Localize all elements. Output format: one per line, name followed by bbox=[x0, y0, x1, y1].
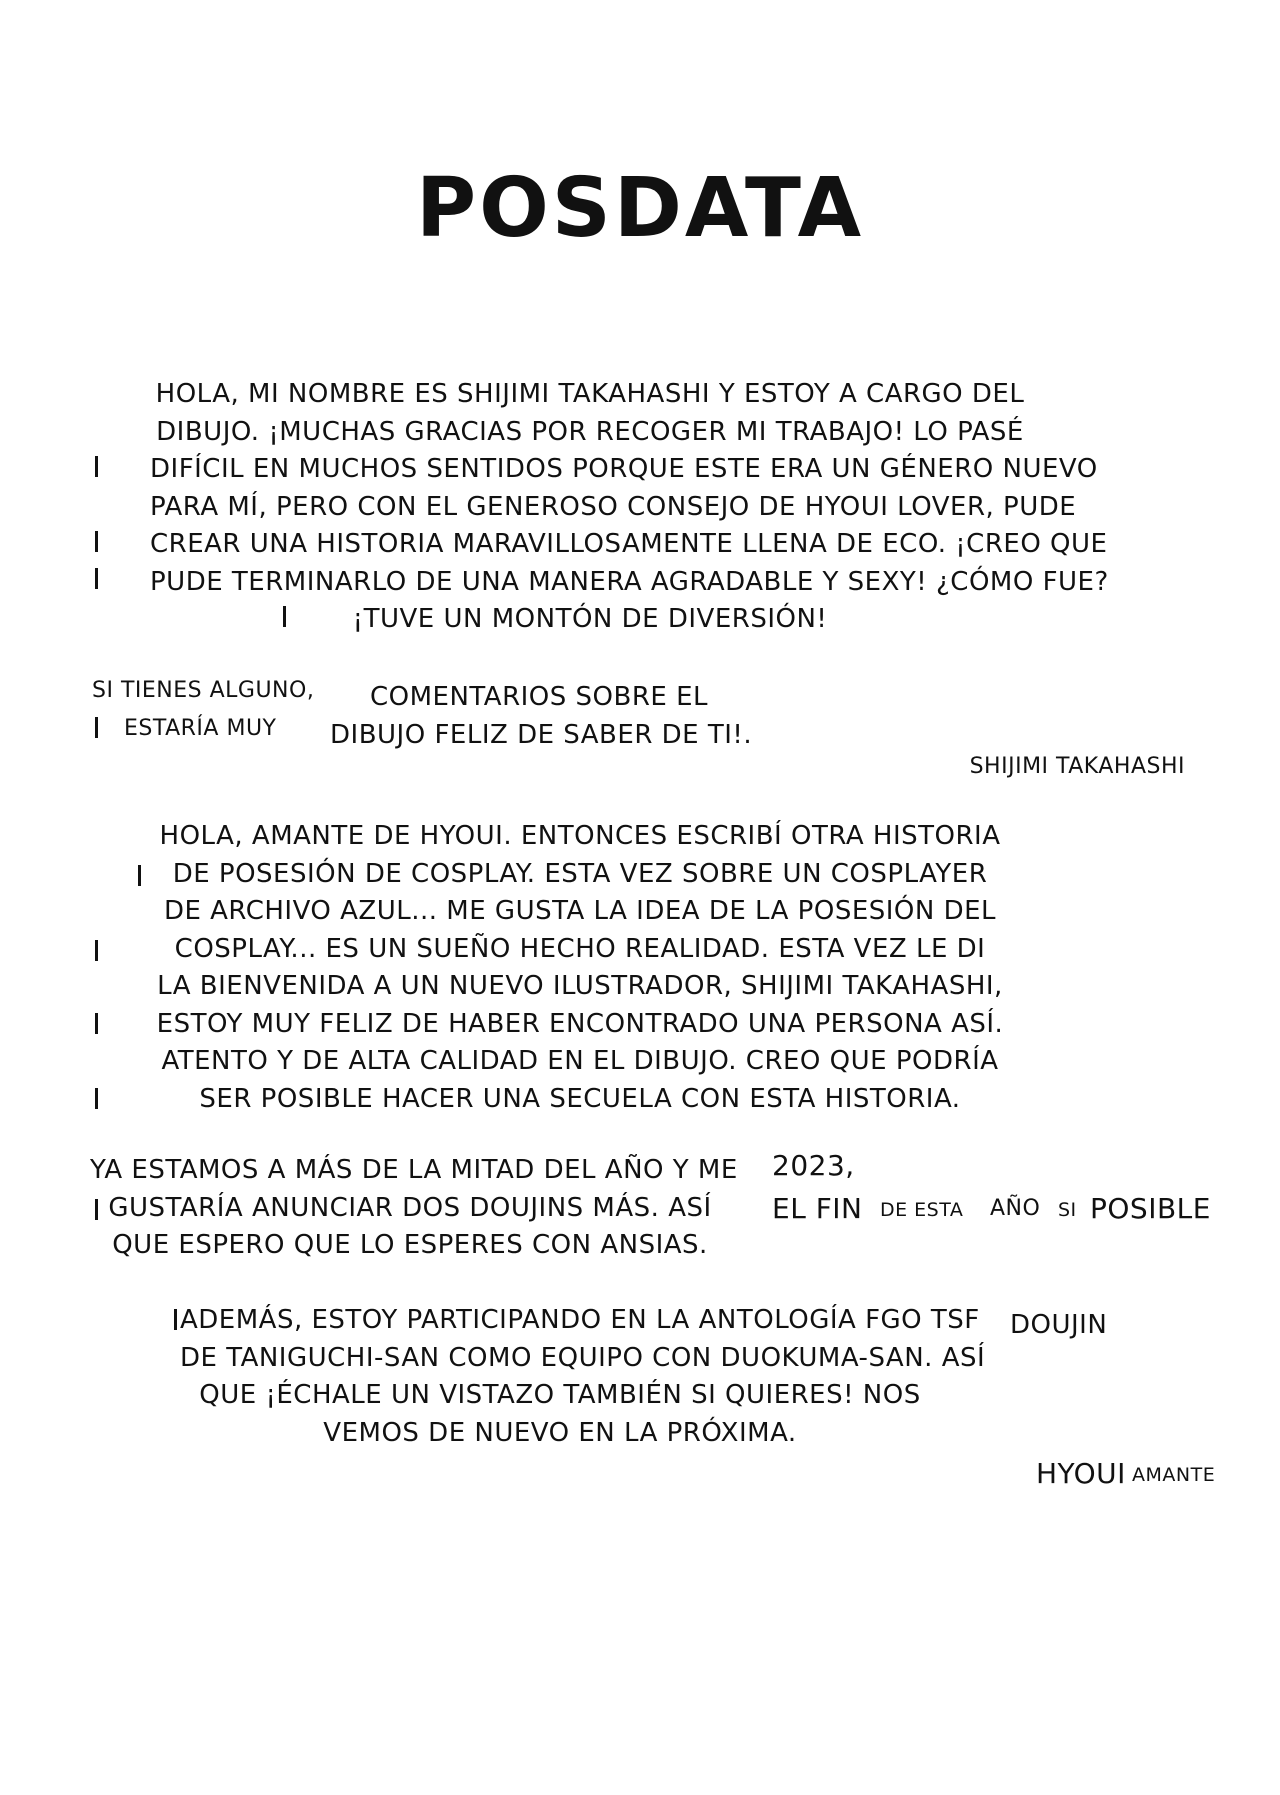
side-note-year: 2023, bbox=[772, 1149, 855, 1182]
side-note-si: SI bbox=[1058, 1199, 1077, 1221]
artist-message-line: DIFÍCIL EN MUCHOS SENTIDOS PORQUE ESTE ERA UN GÉNERO NUEVO bbox=[150, 454, 1098, 484]
writer-message-line: COSPLAY... ES UN SUEÑO HECHO REALIDAD. ESTA VEZ LE DI bbox=[174, 933, 986, 964]
announcement-line: GUSTARÍA ANUNCIAR DOS DOUJINS MÁS. ASÍ bbox=[108, 1192, 712, 1223]
margin-tick bbox=[95, 1199, 98, 1220]
comments-right-line1: COMENTARIOS SOBRE EL bbox=[370, 682, 709, 712]
signature-artist: SHIJIMI TAKAHASHI bbox=[969, 754, 1185, 779]
comments-left-line1: SI TIENES ALGUNO, bbox=[92, 678, 315, 703]
anthology-line: DE TANIGUCHI-SAN COMO EQUIPO CON DUOKUMA-SAN. ASÍ bbox=[180, 1342, 986, 1373]
anthology-line: QUE ¡ÉCHALE UN VISTAZO TAMBIÉN SI QUIERES! NOS bbox=[199, 1380, 921, 1410]
comments-left-line2: ESTARÍA MUY bbox=[124, 716, 277, 741]
anthology-line: VEMOS DE NUEVO EN LA PRÓXIMA. bbox=[323, 1417, 797, 1448]
artist-message-line: HOLA, MI NOMBRE ES SHIJIMI TAKAHASHI Y ESTOY A CARGO DEL bbox=[155, 379, 1025, 409]
artist-message-line: CREAR UNA HISTORIA MARAVILLOSAMENTE LLENA DE ECO. ¡CREO QUE bbox=[150, 529, 1108, 559]
announcement-message bbox=[90, 1152, 738, 1265]
doujin-label: DOUJIN bbox=[1010, 1310, 1108, 1340]
margin-tick bbox=[95, 1088, 98, 1109]
anthology-line: ADEMÁS, ESTOY PARTICIPANDO EN LA ANTOLOGÍA FGO TSF bbox=[180, 1305, 980, 1335]
anthology-message bbox=[180, 1302, 986, 1452]
side-note-anio: AÑO bbox=[990, 1196, 1041, 1221]
margin-tick bbox=[95, 568, 98, 589]
comments-right-line2: DIBUJO FELIZ DE SABER DE TI!. bbox=[330, 720, 753, 750]
announcement-line: QUE ESPERO QUE LO ESPERES CON ANSIAS. bbox=[112, 1230, 708, 1260]
artist-message-line: ¡TUVE UN MONTÓN DE DIVERSIÓN! bbox=[352, 604, 828, 634]
side-note-el-fin: EL FIN bbox=[772, 1192, 863, 1225]
writer-message bbox=[140, 818, 1020, 1118]
artist-message-line: DIBUJO. ¡MUCHAS GRACIAS POR RECOGER MI TRABAJO! LO PASÉ bbox=[156, 416, 1024, 447]
writer-message-line: LA BIENVENIDA A UN NUEVO ILUSTRADOR, SHIJIMI TAKAHASHI, bbox=[157, 971, 1003, 1001]
writer-message-line: ATENTO Y DE ALTA CALIDAD EN EL DIBUJO. CREO QUE PODRÍA bbox=[161, 1046, 999, 1076]
margin-tick bbox=[95, 940, 98, 961]
margin-tick bbox=[95, 717, 98, 738]
margin-tick bbox=[95, 456, 98, 477]
margin-tick bbox=[174, 1309, 177, 1330]
side-note-de-esta: DE ESTA bbox=[880, 1199, 964, 1221]
artist-message-line: PARA MÍ, PERO CON EL GENEROSO CONSEJO DE HYOUI LOVER, PUDE bbox=[150, 491, 1077, 522]
margin-tick bbox=[283, 606, 286, 627]
margin-tick bbox=[95, 531, 98, 552]
side-note-posible: POSIBLE bbox=[1090, 1192, 1211, 1225]
writer-message-line: DE POSESIÓN DE COSPLAY. ESTA VEZ SOBRE UN COSPLAYER bbox=[172, 858, 988, 889]
writer-message-line: DE ARCHIVO AZUL... ME GUSTA LA IDEA DE LA POSESIÓN DEL bbox=[163, 896, 997, 926]
artist-message-line: PUDE TERMINARLO DE UNA MANERA AGRADABLE Y SEXY! ¿CÓMO FUE? bbox=[150, 566, 1109, 597]
writer-message-line: ESTOY MUY FELIZ DE HABER ENCONTRADO UNA PERSONA ASÍ. bbox=[156, 1008, 1004, 1039]
signature-writer-name: HYOUI bbox=[1036, 1457, 1126, 1490]
signature-writer-suffix: AMANTE bbox=[1132, 1464, 1216, 1486]
announcement-line: YA ESTAMOS A MÁS DE LA MITAD DEL AÑO Y ME bbox=[90, 1155, 738, 1185]
margin-tick bbox=[138, 865, 141, 886]
margin-tick bbox=[95, 1013, 98, 1034]
page-title: POSDATA bbox=[415, 161, 865, 256]
writer-message-line: SER POSIBLE HACER UNA SECUELA CON ESTA HISTORIA. bbox=[199, 1083, 961, 1114]
artist-message bbox=[150, 376, 1109, 639]
writer-message-line: HOLA, AMANTE DE HYOUI. ENTONCES ESCRIBÍ OTRA HISTORIA bbox=[159, 821, 1001, 851]
